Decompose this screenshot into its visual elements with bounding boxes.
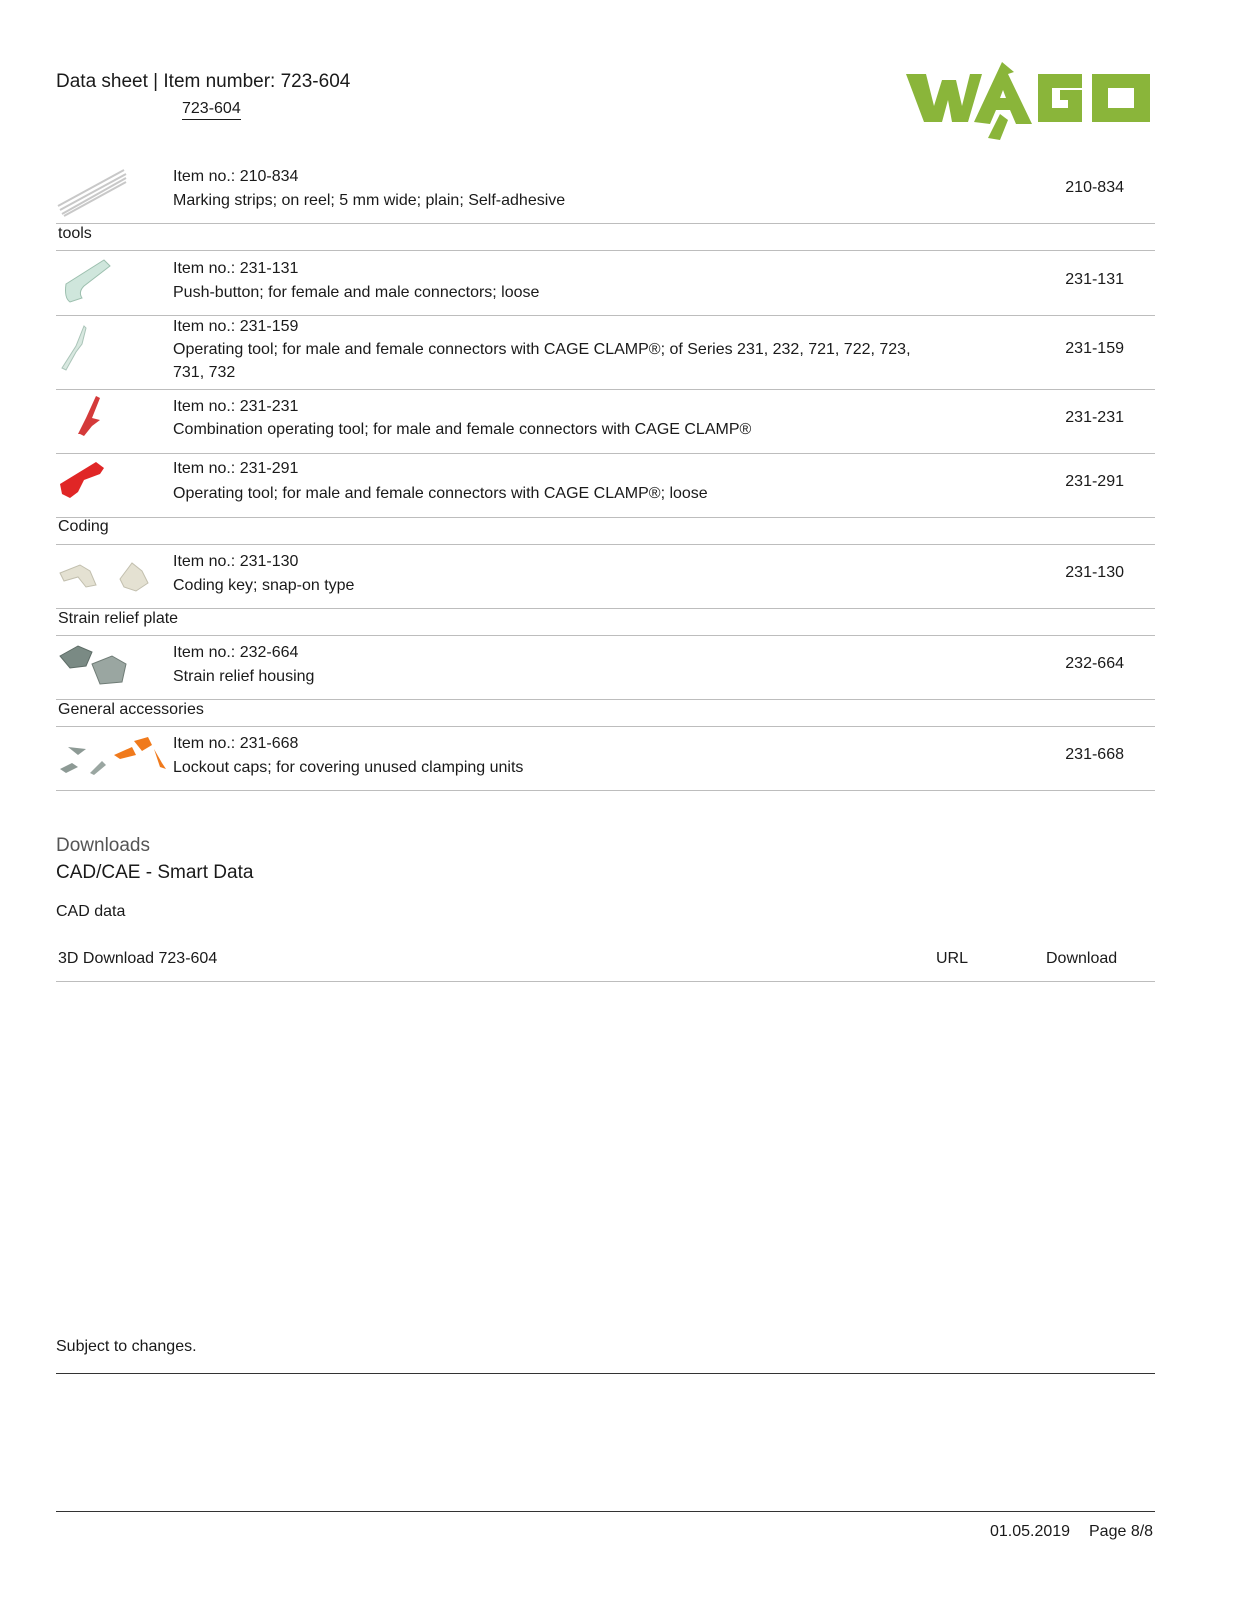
item-number: Item no.: 231-231: [173, 398, 299, 415]
table-row: [56, 258, 1155, 315]
item-number: Item no.: 231-131: [173, 260, 299, 277]
item-number: Item no.: 231-291: [173, 460, 299, 477]
item-code: 210-834: [1065, 179, 1124, 196]
divider: [56, 223, 1155, 224]
wago-logo: [904, 58, 1154, 140]
item-description: Marking strips; on reel; 5 mm wide; plain; Self-adhesive: [173, 192, 566, 209]
item-code: 232-664: [1065, 655, 1124, 672]
section-strain-relief: Strain relief plate: [58, 610, 179, 627]
operating-tool-image: [56, 316, 168, 376]
lockout-caps-image: [56, 733, 168, 793]
footer-divider: [56, 1373, 1155, 1374]
subject-to-changes: Subject to changes.: [56, 1338, 197, 1355]
footer-date: 01.05.2019: [990, 1523, 1071, 1540]
item-code: 231-231: [1065, 409, 1124, 426]
item-code: 231-131: [1065, 271, 1124, 288]
item-number: Item no.: 231-130: [173, 553, 299, 570]
divider: [56, 389, 1155, 390]
section-coding: Coding: [58, 518, 109, 535]
divider: [56, 608, 1155, 609]
table-row: [56, 551, 1155, 608]
table-row: [56, 316, 1155, 389]
cad-url-label: URL: [936, 950, 969, 967]
item-description: Combination operating tool; for male and female connectors with CAGE CLAMP®: [173, 421, 752, 438]
item-number: Item no.: 232-664: [173, 644, 299, 661]
item-number: Item no.: 210-834: [173, 168, 299, 185]
item-description: Strain relief housing: [173, 668, 315, 685]
divider: [56, 517, 1155, 518]
divider: [56, 981, 1155, 982]
page-title: Data sheet | Item number: 723-604: [56, 71, 351, 92]
item-description: Operating tool; for male and female connectors with CAGE CLAMP®; of Series 231, 232, 721, 722, 723, 731, 732: [173, 341, 911, 381]
section-tools: tools: [58, 225, 92, 242]
push-button-image: [56, 258, 168, 318]
item-code: 231-291: [1065, 473, 1124, 490]
item-description: Lockout caps; for covering unused clamping units: [173, 759, 524, 776]
table-row: [56, 458, 1155, 517]
operating-tool-red-image: [56, 458, 168, 518]
divider: [56, 250, 1155, 251]
table-row: [56, 733, 1155, 790]
downloads-subheading: CAD/CAE - Smart Data: [56, 862, 254, 883]
item-code: 231-130: [1065, 564, 1124, 581]
divider: [56, 726, 1155, 727]
item-code: 231-159: [1065, 340, 1124, 357]
divider: [56, 453, 1155, 454]
divider: [56, 699, 1155, 700]
strain-relief-image: [56, 642, 168, 702]
coding-key-image: [56, 551, 168, 611]
cad-data-label: CAD data: [56, 903, 126, 920]
cad-download-link[interactable]: Download: [1046, 950, 1118, 967]
footer-divider: [56, 1511, 1155, 1512]
section-general-accessories: General accessories: [58, 701, 204, 718]
table-row: [56, 166, 1155, 223]
table-row: [56, 396, 1155, 453]
item-number: Item no.: 231-159: [173, 318, 299, 335]
divider: [56, 635, 1155, 636]
item-description: Coding key; snap-on type: [173, 577, 355, 594]
item-link[interactable]: 723-604: [182, 100, 241, 120]
table-row: [56, 642, 1155, 699]
cad-download-name: 3D Download 723-604: [58, 950, 218, 967]
item-description: Operating tool; for male and female connectors with CAGE CLAMP®; loose: [173, 485, 708, 502]
item-description: Push-button; for female and male connectors; loose: [173, 284, 540, 301]
marking-strips-image: [56, 166, 168, 226]
downloads-heading: Downloads: [56, 835, 150, 856]
divider: [56, 790, 1155, 791]
combination-tool-image: [56, 396, 168, 456]
item-code: 231-668: [1065, 746, 1124, 763]
divider: [56, 544, 1155, 545]
page-number: Page 8/8: [1089, 1523, 1154, 1540]
item-number: Item no.: 231-668: [173, 735, 299, 752]
